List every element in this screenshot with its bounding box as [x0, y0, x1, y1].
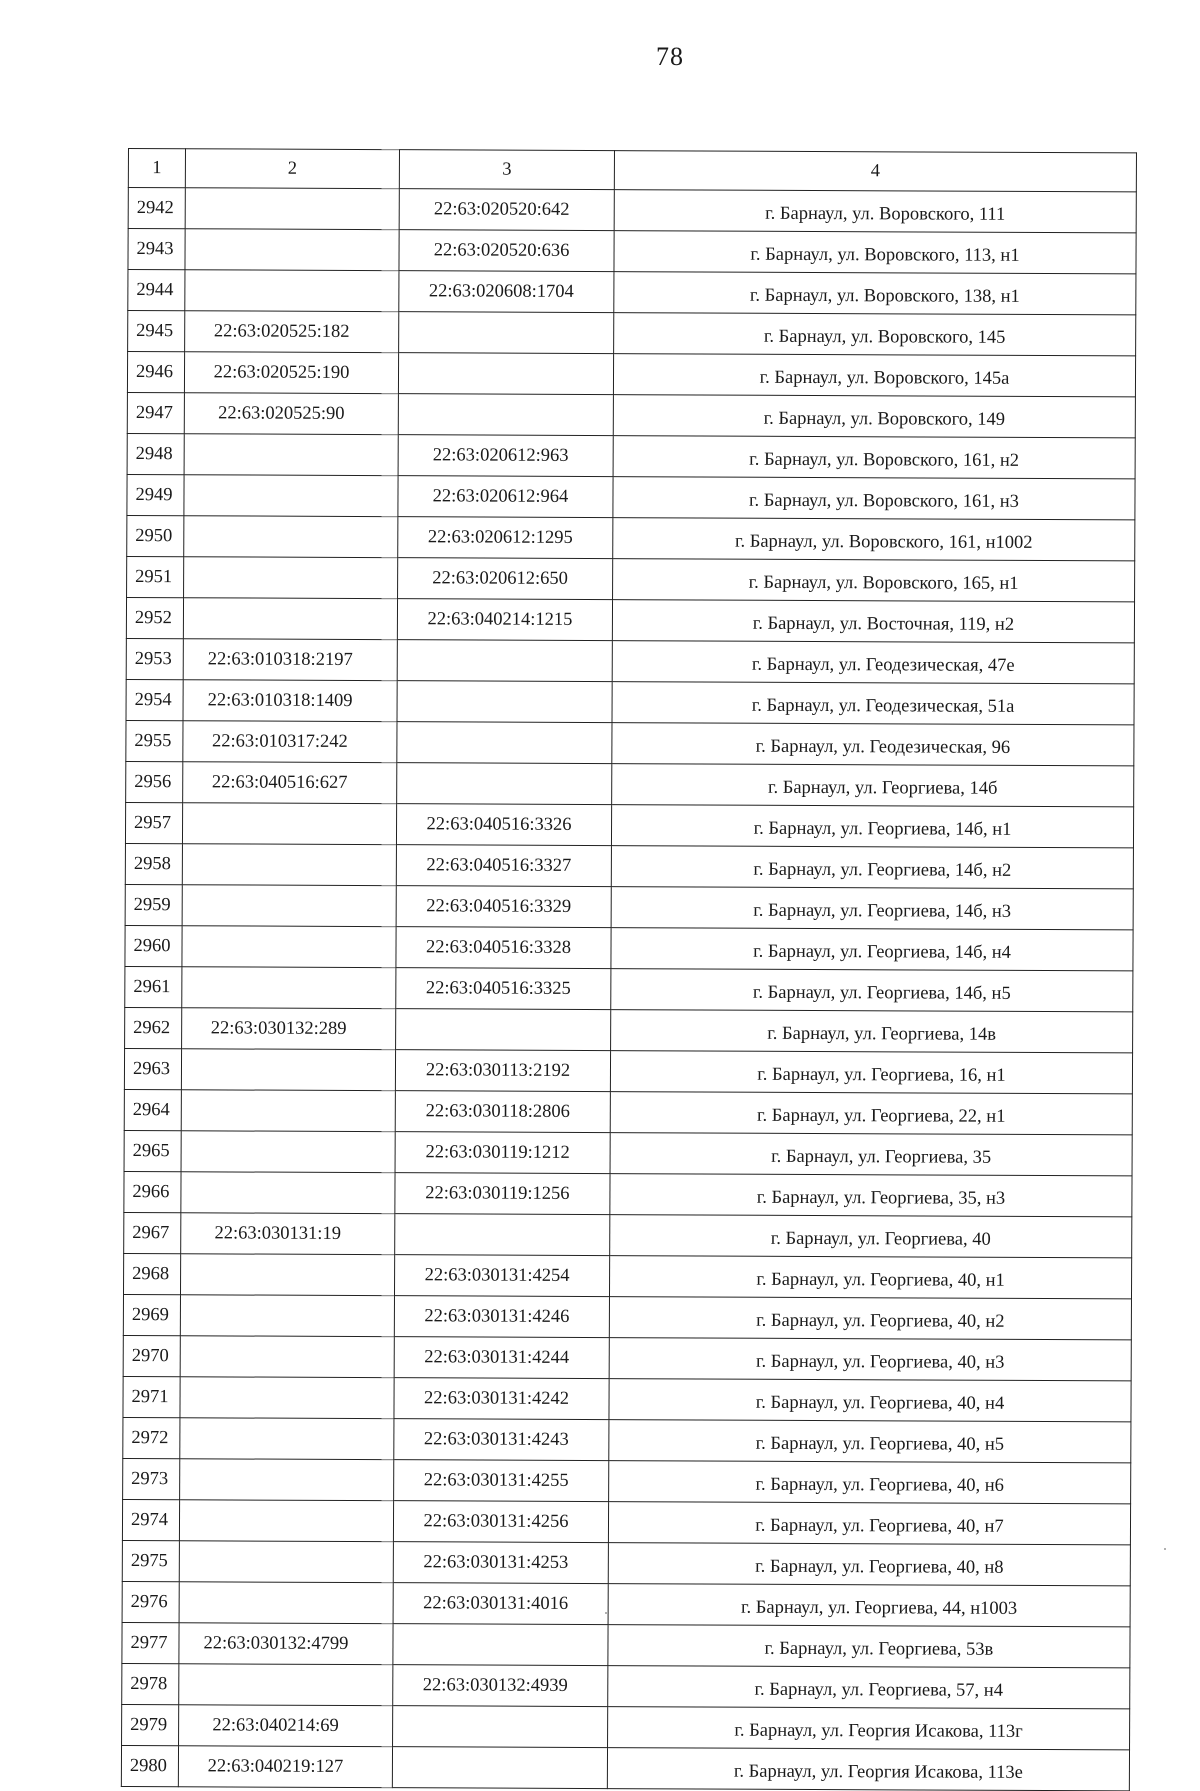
cadastral-number-col3-cell: 22:63:030131:4255: [394, 1460, 609, 1502]
address-cell: г. Барнаул, ул. Георгиева, 44, н1003: [608, 1584, 1130, 1627]
cadastral-number-col3-cell: 22:63:020612:963: [398, 435, 613, 477]
cadastral-number-col2-cell: [179, 1582, 393, 1624]
table-row: [125, 802, 1133, 847]
cadastral-number-col2-cell: [180, 1418, 394, 1460]
table-row: [124, 1130, 1132, 1175]
table-row: [123, 1376, 1131, 1421]
cadastral-number-col2-cell: 22:63:030131:19: [181, 1213, 395, 1255]
cadastral-number-col3-cell: 22:63:040516:3326: [396, 804, 611, 846]
address-cell: г. Барнаул, ул. Воровского, 161, н3: [613, 477, 1135, 520]
row-number-cell: 2965: [124, 1130, 181, 1171]
cadastral-number-col2-cell: [179, 1541, 393, 1583]
cadastral-number-col3-cell: 22:63:020520:636: [399, 230, 614, 272]
row-number-cell: 2958: [125, 843, 182, 884]
cadastral-number-col3-cell: 22:63:030131:4244: [394, 1337, 609, 1379]
table-row: [127, 352, 1135, 397]
cadastral-table: [121, 148, 1137, 1791]
address-cell: г. Барнаул, ул. Воровского, 149: [613, 395, 1135, 438]
address-cell: г. Барнаул, ул. Георгиева, 40, н5: [609, 1420, 1131, 1463]
cadastral-number-col3-cell: [392, 1747, 607, 1789]
row-number-cell: 2953: [126, 638, 183, 679]
cadastral-number-col3-cell: [399, 312, 614, 354]
address-cell: г. Барнаул, ул. Георгиева, 14в: [611, 1010, 1133, 1053]
address-cell: г. Барнаул, ул. Георгиева, 40, н7: [608, 1502, 1130, 1545]
address-cell: г. Барнаул, ул. Георгиева, 40, н3: [609, 1338, 1131, 1381]
address-cell: г. Барнаул, ул. Георгиева, 40: [610, 1215, 1132, 1258]
table-row: [123, 1294, 1131, 1339]
table-row: [123, 1253, 1131, 1298]
cadastral-number-col2-cell: [181, 1172, 395, 1214]
table-row: [128, 270, 1136, 315]
cadastral-number-col2-cell: 22:63:020525:190: [184, 352, 398, 394]
cadastral-number-col3-cell: 22:63:030131:4016: [393, 1583, 608, 1625]
table-row: [125, 843, 1133, 888]
cadastral-number-col3-cell: 22:63:030119:1212: [395, 1132, 610, 1174]
table-row: [125, 925, 1133, 970]
row-number-cell: 2978: [122, 1663, 179, 1704]
cadastral-number-col2-cell: [179, 1500, 393, 1542]
cadastral-number-col3-cell: 22:63:030131:4253: [393, 1542, 608, 1584]
row-number-cell: 2955: [126, 720, 183, 761]
address-cell: г. Барнаул, ул. Геодезическая, 96: [612, 723, 1134, 766]
address-cell: г. Барнаул, ул. Георгиева, 53в: [608, 1625, 1130, 1668]
cadastral-number-col2-cell: 22:63:030132:289: [182, 1008, 396, 1050]
cadastral-number-col2-cell: [181, 1131, 395, 1173]
cadastral-number-col2-cell: 22:63:040214:69: [179, 1705, 393, 1747]
cadastral-number-col2-cell: [180, 1459, 394, 1501]
table-row: [128, 311, 1136, 356]
row-number-cell: 2971: [123, 1376, 180, 1417]
table-row: [122, 1622, 1130, 1667]
cadastral-number-col3-cell: [397, 763, 612, 805]
cadastral-number-col3-cell: 22:63:030131:4256: [393, 1501, 608, 1543]
row-number-cell: 2949: [127, 474, 184, 515]
table-row: [126, 597, 1134, 642]
cadastral-number-col3-cell: [397, 681, 612, 723]
cadastral-number-col3-cell: [396, 1009, 611, 1051]
cadastral-number-col3-cell: 22:63:030113:2192: [395, 1050, 610, 1092]
row-number-cell: 2960: [125, 925, 182, 966]
address-cell: г. Барнаул, ул. Воровского, 165, н1: [613, 559, 1135, 602]
table-header: [128, 149, 1136, 192]
cadastral-number-col2-cell: 22:63:010318:1409: [183, 680, 397, 722]
table-row: [126, 761, 1134, 806]
row-number-cell: 2942: [128, 188, 185, 229]
table-row: [121, 1745, 1129, 1790]
address-cell: г. Барнаул, ул. Георгиева, 35, н3: [610, 1174, 1132, 1217]
cadastral-number-col2-cell: [182, 803, 396, 845]
row-number-cell: 2974: [122, 1499, 179, 1540]
header-col-3: 3: [399, 150, 614, 190]
address-cell: г. Барнаул, ул. Георгиева, 40, н8: [608, 1543, 1130, 1586]
address-cell: г. Барнаул, ул. Воровского, 161, н2: [613, 436, 1135, 479]
row-number-cell: 2962: [125, 1007, 182, 1048]
address-cell: г. Барнаул, ул. Воровского, 138, н1: [614, 272, 1136, 315]
cadastral-number-col2-cell: 22:63:040219:127: [178, 1746, 392, 1788]
address-cell: г. Барнаул, ул. Георгиева, 16, н1: [610, 1051, 1132, 1094]
cadastral-number-col3-cell: 22:63:040214:1215: [397, 599, 612, 641]
cadastral-number-col3-cell: 22:63:030131:4242: [394, 1378, 609, 1420]
header-col-4: 4: [614, 151, 1136, 192]
cadastral-number-col2-cell: 22:63:020525:90: [184, 393, 398, 435]
cadastral-number-col2-cell: [182, 967, 396, 1009]
row-number-cell: 2968: [123, 1253, 180, 1294]
address-cell: г. Барнаул, ул. Георгиева, 14б, н5: [611, 969, 1133, 1012]
cadastral-number-col2-cell: [181, 1049, 395, 1091]
address-cell: г. Барнаул, ул. Георгиева, 14б, н1: [611, 805, 1133, 848]
table-row: [127, 392, 1135, 437]
row-number-cell: 2969: [123, 1294, 180, 1335]
address-cell: г. Барнаул, ул. Георгиева, 35: [610, 1133, 1132, 1176]
cadastral-number-col2-cell: 22:63:030132:4799: [179, 1623, 393, 1665]
cadastral-table-container: [121, 148, 1137, 1791]
row-number-cell: 2956: [126, 761, 183, 802]
cadastral-number-col2-cell: [183, 598, 397, 640]
cadastral-number-col2-cell: [184, 434, 398, 476]
cadastral-number-col3-cell: 22:63:030131:4254: [394, 1255, 609, 1297]
cadastral-number-col3-cell: [397, 640, 612, 682]
cadastral-number-col2-cell: [180, 1377, 394, 1419]
cadastral-number-col3-cell: [397, 722, 612, 764]
address-cell: г. Барнаул, ул. Георгиева, 40, н2: [609, 1297, 1131, 1340]
cadastral-number-col2-cell: 22:63:020525:182: [185, 311, 399, 353]
row-number-cell: 2947: [127, 392, 184, 433]
cadastral-number-col2-cell: 22:63:010317:242: [183, 721, 397, 763]
table-row: [122, 1663, 1130, 1708]
cadastral-number-col2-cell: [181, 1090, 395, 1132]
cadastral-number-col3-cell: 22:63:020612:1295: [398, 517, 613, 559]
table-row: [127, 474, 1135, 519]
table-row: [122, 1499, 1130, 1544]
address-cell: г. Барнаул, ул. Георгиева, 40, н1: [609, 1256, 1131, 1299]
table-row: [127, 433, 1135, 478]
row-number-cell: 2977: [122, 1622, 179, 1663]
cadastral-number-col3-cell: 22:63:020612:964: [398, 476, 613, 518]
header-col-2: 2: [185, 149, 399, 189]
table-row: [124, 1089, 1132, 1134]
address-cell: г. Барнаул, ул. Воровского, 145: [614, 313, 1136, 356]
row-number-cell: 2959: [125, 884, 182, 925]
address-cell: г. Барнаул, ул. Воровского, 145а: [613, 354, 1135, 397]
address-cell: г. Барнаул, ул. Георгиева, 57, н4: [608, 1666, 1130, 1709]
cadastral-number-col3-cell: [393, 1624, 608, 1666]
table-row: [128, 229, 1136, 274]
address-cell: г. Барнаул, ул. Георгия Исакова, 113е: [607, 1748, 1129, 1791]
cadastral-number-col3-cell: 22:63:030131:4243: [394, 1419, 609, 1461]
cadastral-number-col2-cell: [182, 926, 396, 968]
row-number-cell: 2966: [124, 1171, 181, 1212]
table-row: [125, 884, 1133, 929]
cadastral-number-col3-cell: 22:63:040516:3328: [396, 927, 611, 969]
address-cell: г. Барнаул, ул. Воровского, 111: [614, 190, 1136, 233]
table-row: [122, 1704, 1130, 1749]
cadastral-number-col3-cell: 22:63:020612:650: [398, 558, 613, 600]
address-cell: г. Барнаул, ул. Геодезическая, 47е: [612, 641, 1134, 684]
cadastral-number-col3-cell: 22:63:020608:1704: [399, 271, 614, 313]
row-number-cell: 2948: [127, 433, 184, 474]
cadastral-number-col2-cell: [185, 188, 399, 230]
cadastral-number-col2-cell: [185, 270, 399, 312]
address-cell: г. Барнаул, ул. Георгиева, 40, н6: [609, 1461, 1131, 1504]
cadastral-number-col2-cell: [179, 1664, 393, 1706]
table-row: [124, 1171, 1132, 1216]
row-number-cell: 2973: [123, 1458, 180, 1499]
table-row: [124, 1048, 1132, 1093]
row-number-cell: 2970: [123, 1335, 180, 1376]
row-number-cell: 2950: [127, 515, 184, 556]
cadastral-number-col3-cell: 22:63:040516:3329: [396, 886, 611, 928]
address-cell: г. Барнаул, ул. Геодезическая, 51а: [612, 682, 1134, 725]
cadastral-number-col3-cell: 22:63:030119:1256: [395, 1173, 610, 1215]
row-number-cell: 2957: [125, 802, 182, 843]
cadastral-number-col3-cell: 22:63:030132:4939: [393, 1665, 608, 1707]
header-row: [128, 149, 1136, 192]
address-cell: г. Барнаул, ул. Георгиева, 14б, н2: [611, 846, 1133, 889]
address-cell: г. Барнаул, ул. Георгиева, 14б, н3: [611, 887, 1133, 930]
table-row: [126, 720, 1134, 765]
address-cell: г. Барнаул, ул. Георгиева, 14б: [612, 764, 1134, 807]
cadastral-number-col3-cell: 22:63:030131:4246: [394, 1296, 609, 1338]
table-row: [126, 679, 1134, 724]
row-number-cell: 2979: [122, 1704, 179, 1745]
cadastral-number-col3-cell: [398, 394, 613, 436]
cadastral-number-col2-cell: [184, 557, 398, 599]
address-cell: г. Барнаул, ул. Георгиева, 40, н4: [609, 1379, 1131, 1422]
address-cell: г. Барнаул, ул. Георгиева, 14б, н4: [611, 928, 1133, 971]
address-cell: г. Барнаул, ул. Георгия Исакова, 113г: [608, 1707, 1130, 1750]
cadastral-number-col2-cell: [185, 229, 399, 271]
row-number-cell: 2976: [122, 1581, 179, 1622]
cadastral-number-col2-cell: 22:63:010318:2197: [183, 639, 397, 681]
row-number-cell: 2967: [124, 1212, 181, 1253]
table-row: [125, 966, 1133, 1011]
cadastral-number-col3-cell: [393, 1706, 608, 1748]
row-number-cell: 2975: [122, 1540, 179, 1581]
table-row: [122, 1540, 1130, 1585]
cadastral-number-col2-cell: [182, 885, 396, 927]
header-col-1: 1: [128, 149, 185, 188]
row-number-cell: 2943: [128, 229, 185, 270]
row-number-cell: 2961: [125, 966, 182, 1007]
cadastral-number-col2-cell: [180, 1254, 394, 1296]
row-number-cell: 2964: [124, 1089, 181, 1130]
cadastral-number-col3-cell: 22:63:040516:3325: [396, 968, 611, 1010]
table-row: [123, 1417, 1131, 1462]
address-cell: г. Барнаул, ул. Восточная, 119, н2: [612, 600, 1134, 643]
cadastral-number-col2-cell: [180, 1295, 394, 1337]
address-cell: г. Барнаул, ул. Воровского, 161, н1002: [613, 518, 1135, 561]
table-row: [127, 515, 1135, 560]
row-number-cell: 2951: [127, 556, 184, 597]
row-number-cell: 2963: [124, 1048, 181, 1089]
table-row: [122, 1581, 1130, 1626]
cadastral-number-col2-cell: [184, 516, 398, 558]
table-row: [127, 556, 1135, 601]
scan-speck: [605, 1612, 607, 1614]
cadastral-number-col2-cell: 22:63:040516:627: [183, 762, 397, 804]
page-number: 78: [656, 42, 684, 71]
row-number-cell: 2945: [128, 311, 185, 352]
cadastral-number-col2-cell: [184, 475, 398, 517]
cadastral-number-col3-cell: [395, 1214, 610, 1256]
row-number-cell: 2946: [127, 352, 184, 393]
table-row: [123, 1458, 1131, 1503]
table-row: [128, 188, 1136, 233]
table-body: [121, 188, 1136, 1791]
cadastral-number-col3-cell: 22:63:030118:2806: [395, 1091, 610, 1133]
cadastral-number-col3-cell: [398, 353, 613, 395]
address-cell: г. Барнаул, ул. Воровского, 113, н1: [614, 231, 1136, 274]
cadastral-number-col2-cell: [182, 844, 396, 886]
table-row: [126, 638, 1134, 683]
row-number-cell: 2972: [123, 1417, 180, 1458]
row-number-cell: 2944: [128, 270, 185, 311]
cadastral-number-col3-cell: 22:63:020520:642: [399, 189, 614, 231]
table-row: [125, 1007, 1133, 1052]
table-row: [124, 1212, 1132, 1257]
cadastral-number-col3-cell: 22:63:040516:3327: [396, 845, 611, 887]
table-row: [123, 1335, 1131, 1380]
row-number-cell: 2954: [126, 679, 183, 720]
address-cell: г. Барнаул, ул. Георгиева, 22, н1: [610, 1092, 1132, 1135]
cadastral-number-col2-cell: [180, 1336, 394, 1378]
scan-speck: [1164, 1548, 1166, 1550]
row-number-cell: 2952: [126, 597, 183, 638]
row-number-cell: 2980: [121, 1745, 178, 1786]
